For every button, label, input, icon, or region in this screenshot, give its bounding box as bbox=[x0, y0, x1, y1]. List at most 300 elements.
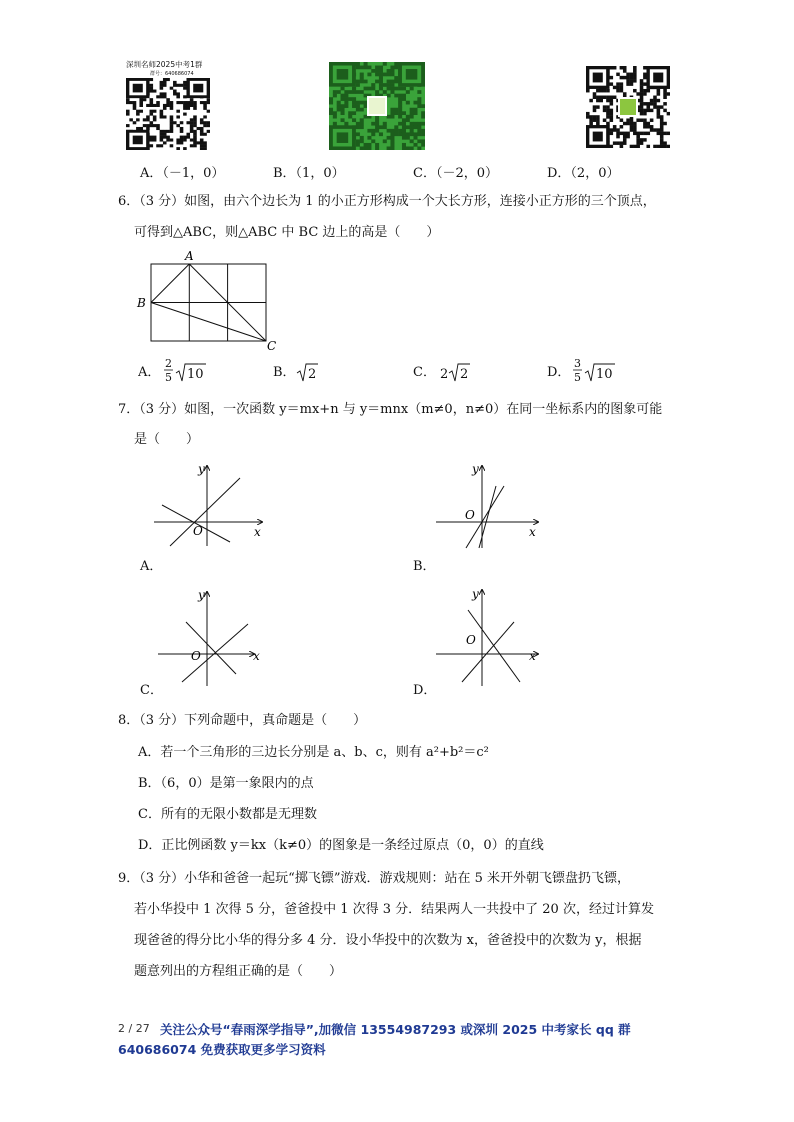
qr-module bbox=[197, 141, 201, 144]
qr-module bbox=[126, 110, 130, 113]
qr-finder bbox=[406, 69, 418, 80]
qr-module bbox=[150, 84, 154, 87]
q5-option-a: A．（－1，0） bbox=[140, 166, 225, 181]
q6-stem-line2: 可得到△ABC，则△ABC 中 BC 边上的高是（ ） bbox=[134, 225, 440, 240]
qr-module bbox=[176, 147, 180, 150]
qr-module bbox=[630, 73, 634, 76]
qr-module bbox=[596, 89, 600, 92]
line-2 bbox=[186, 622, 236, 674]
qr-module bbox=[616, 73, 620, 76]
qr-module bbox=[375, 122, 379, 126]
qr-module bbox=[630, 128, 634, 131]
qr-module bbox=[643, 138, 647, 141]
qr-module bbox=[610, 96, 614, 99]
qr-module bbox=[616, 132, 620, 135]
qr-module bbox=[139, 104, 143, 107]
qr-module bbox=[193, 124, 197, 127]
qr-module bbox=[364, 62, 368, 66]
qr-module bbox=[163, 104, 167, 107]
q6-option-a-label: A． bbox=[138, 365, 161, 380]
qr-module bbox=[394, 80, 398, 84]
qr-module bbox=[360, 118, 364, 122]
qr-module bbox=[410, 115, 414, 119]
qr-module bbox=[379, 69, 383, 73]
qr-module bbox=[387, 146, 391, 150]
qr-module bbox=[646, 105, 650, 108]
qr-module bbox=[176, 124, 180, 127]
qr-module bbox=[650, 125, 654, 128]
qr-module bbox=[633, 79, 637, 82]
qr-module bbox=[337, 90, 341, 94]
qr-module bbox=[633, 132, 637, 135]
qr-module bbox=[193, 130, 197, 133]
qr-module bbox=[367, 87, 371, 91]
qr-module bbox=[360, 122, 364, 126]
qr-module bbox=[394, 125, 398, 129]
q6-option-c-rad: 2 bbox=[460, 367, 469, 382]
qr-module bbox=[356, 80, 360, 84]
qr-module bbox=[610, 99, 614, 102]
footer-line2: 640686074 免费获取更多学习资料 bbox=[118, 1042, 326, 1057]
qr-module bbox=[371, 122, 375, 126]
qr-module bbox=[348, 97, 352, 101]
qr-module bbox=[421, 143, 425, 147]
qr-module bbox=[657, 115, 661, 118]
qr-module bbox=[364, 115, 368, 119]
q6-grid-figure bbox=[134, 246, 284, 356]
qr-module bbox=[160, 92, 164, 95]
qr-module bbox=[643, 125, 647, 128]
qr-module bbox=[646, 122, 650, 125]
q8-option-d: D．正比例函数 y＝kx（k≠0）的图象是一条经过原点（0，0）的直线 bbox=[138, 838, 544, 853]
qr-module bbox=[367, 73, 371, 77]
qr-module bbox=[364, 94, 368, 98]
qr-module bbox=[139, 127, 143, 130]
qr-module bbox=[183, 136, 187, 139]
qr-module bbox=[341, 94, 345, 98]
qr-module bbox=[183, 84, 187, 87]
qr-module bbox=[379, 87, 383, 91]
qr-module bbox=[150, 110, 154, 113]
qr-module bbox=[390, 73, 394, 77]
qr-module bbox=[360, 90, 364, 94]
qr-module bbox=[390, 143, 394, 147]
qr-module bbox=[421, 129, 425, 133]
qr-module bbox=[643, 92, 647, 95]
qr-module bbox=[390, 66, 394, 70]
qr-module bbox=[170, 138, 174, 141]
qr-module bbox=[657, 112, 661, 115]
qr-module bbox=[150, 136, 154, 139]
qr-module bbox=[133, 121, 137, 124]
qr-module bbox=[207, 124, 210, 127]
qr-module bbox=[660, 138, 664, 141]
qr-module bbox=[620, 141, 624, 144]
qr-module bbox=[344, 97, 348, 101]
qr-module bbox=[193, 136, 197, 139]
qr-module bbox=[660, 132, 664, 135]
qr-module bbox=[341, 108, 345, 112]
qr-module bbox=[387, 87, 391, 91]
qr-module bbox=[610, 132, 614, 135]
q6-option-d-num: 3 bbox=[574, 357, 581, 370]
q7-stem-line1: 7．（3 分）如图，一次函数 y＝mx+n 与 y＝mnx（m≠0，n≠0）在同一坐标系内的图象可能 bbox=[118, 402, 663, 417]
q6-option-d-den: 5 bbox=[574, 371, 581, 384]
qr-module bbox=[646, 125, 650, 128]
qr-module bbox=[394, 87, 398, 91]
qr-module bbox=[383, 90, 387, 94]
qr-module bbox=[623, 132, 627, 135]
qr-module bbox=[410, 146, 414, 150]
qr-module bbox=[379, 66, 383, 70]
qr-module bbox=[596, 118, 600, 121]
qr-module bbox=[356, 66, 360, 70]
qr-module bbox=[360, 139, 364, 143]
qr-module bbox=[207, 98, 210, 101]
axis-label-x: x bbox=[253, 649, 260, 663]
qr-module bbox=[180, 141, 184, 144]
qr-module bbox=[375, 125, 379, 129]
qr-module bbox=[207, 121, 210, 124]
qr-module bbox=[643, 82, 647, 85]
qr-module bbox=[417, 125, 421, 129]
qr-module bbox=[166, 130, 170, 133]
qr-module bbox=[398, 129, 402, 133]
qr-module bbox=[643, 132, 647, 135]
qr-module bbox=[610, 82, 614, 85]
qr-module bbox=[410, 132, 414, 136]
qr-module bbox=[643, 76, 647, 79]
qr-module bbox=[586, 112, 590, 115]
qr-module bbox=[636, 138, 640, 141]
qr-module bbox=[146, 115, 150, 118]
qr-module bbox=[421, 122, 425, 126]
qr-module bbox=[173, 121, 177, 124]
qr-module bbox=[643, 118, 647, 121]
qr-module bbox=[176, 101, 180, 104]
qr-module bbox=[613, 96, 617, 99]
qr-module bbox=[197, 127, 201, 130]
qr-module bbox=[200, 101, 204, 104]
qr-module bbox=[133, 101, 137, 104]
qr-module bbox=[643, 89, 647, 92]
qr-module bbox=[402, 97, 406, 101]
axis-label-y: y bbox=[198, 588, 205, 602]
qr-module bbox=[163, 136, 167, 139]
qr-module bbox=[390, 146, 394, 150]
qr-module bbox=[626, 122, 630, 125]
q6-option-a-num: 2 bbox=[165, 357, 172, 370]
qr-module bbox=[337, 108, 341, 112]
qr-module bbox=[603, 105, 607, 108]
qr-module bbox=[626, 135, 630, 138]
qr-module bbox=[413, 136, 417, 140]
qr-module bbox=[352, 101, 356, 105]
qr-module bbox=[126, 124, 130, 127]
qr-module bbox=[390, 139, 394, 143]
qr-module bbox=[348, 111, 352, 115]
qr-module bbox=[160, 84, 164, 87]
qr-module bbox=[153, 90, 157, 93]
qr-module bbox=[364, 80, 368, 84]
qr-module bbox=[180, 130, 184, 133]
qr-module bbox=[203, 147, 207, 150]
qr-module bbox=[163, 81, 167, 84]
qr-module bbox=[402, 87, 406, 91]
qr-module bbox=[406, 101, 410, 105]
qr-module bbox=[413, 111, 417, 115]
qr-module bbox=[186, 104, 190, 107]
qr-module bbox=[375, 66, 379, 70]
qr-module bbox=[360, 136, 364, 140]
qr-module bbox=[150, 124, 154, 127]
qr-module bbox=[596, 99, 600, 102]
qr-module bbox=[657, 128, 661, 131]
qr-module bbox=[341, 97, 345, 101]
qr-module bbox=[176, 115, 180, 118]
qr-module bbox=[163, 95, 167, 98]
qr-module bbox=[160, 138, 164, 141]
qr-module bbox=[402, 118, 406, 122]
qr-module bbox=[329, 111, 333, 115]
q6-option-b-rad: 2 bbox=[308, 367, 317, 382]
qr-module bbox=[200, 147, 204, 150]
qr-module bbox=[599, 96, 603, 99]
qr-module bbox=[589, 99, 593, 102]
qr-module bbox=[640, 79, 644, 82]
qr-module bbox=[176, 141, 180, 144]
qr-module bbox=[160, 95, 164, 98]
qr-module bbox=[653, 99, 657, 102]
qr-finder bbox=[133, 136, 143, 145]
qr-module bbox=[126, 98, 130, 101]
qr-module bbox=[610, 109, 614, 112]
qr-module bbox=[630, 76, 634, 79]
qr-module bbox=[333, 115, 337, 119]
qr-module bbox=[623, 66, 627, 69]
qr-module bbox=[596, 122, 600, 125]
qr-module bbox=[163, 84, 167, 87]
qr-module bbox=[129, 101, 133, 104]
qr-module bbox=[150, 121, 154, 124]
qr-finder bbox=[593, 132, 603, 142]
qr-module bbox=[387, 94, 391, 98]
qr-module bbox=[190, 144, 194, 147]
qr-module bbox=[160, 130, 164, 133]
qr-module bbox=[413, 125, 417, 129]
qr-module bbox=[200, 141, 204, 144]
qr-module bbox=[360, 125, 364, 129]
q8-option-a: A．若一个三角形的三边长分别是 a、b、c，则有 a²+b²＝c² bbox=[138, 745, 489, 760]
qr-module bbox=[364, 104, 368, 108]
qr-module bbox=[163, 107, 167, 110]
qr-module bbox=[406, 118, 410, 122]
qr-module bbox=[623, 135, 627, 138]
qr-logo bbox=[368, 97, 386, 115]
qr-module bbox=[203, 141, 207, 144]
qr-module bbox=[143, 98, 147, 101]
qr-module bbox=[613, 86, 617, 89]
qr-module bbox=[589, 122, 593, 125]
qr-module bbox=[200, 118, 204, 121]
qr-module bbox=[623, 122, 627, 125]
qr-module bbox=[383, 125, 387, 129]
qr-module bbox=[156, 127, 160, 130]
qr-module bbox=[640, 118, 644, 121]
qr-module bbox=[636, 132, 640, 135]
vertex-label-b: B bbox=[137, 296, 146, 310]
qr-module bbox=[186, 136, 190, 139]
qr-module bbox=[643, 102, 647, 105]
qr-module bbox=[173, 92, 177, 95]
qr-module bbox=[344, 122, 348, 126]
qr-module bbox=[173, 90, 177, 93]
qr-module bbox=[650, 128, 654, 131]
qr-module bbox=[630, 145, 634, 148]
qr-module bbox=[341, 87, 345, 91]
q8-option-c: C．所有的无限小数都是无理数 bbox=[138, 807, 317, 822]
qr-module bbox=[375, 69, 379, 73]
q5-option-c: C．（－2，0） bbox=[413, 166, 498, 181]
qr-module bbox=[636, 145, 640, 148]
qr-module bbox=[166, 104, 170, 107]
qr-module bbox=[352, 97, 356, 101]
qr-module bbox=[193, 107, 197, 110]
qr-module bbox=[139, 110, 143, 113]
qr-module bbox=[593, 109, 597, 112]
qr-module bbox=[398, 104, 402, 108]
qr-module bbox=[653, 145, 657, 148]
qr-module bbox=[193, 104, 197, 107]
qr-module bbox=[646, 145, 650, 148]
qr-module bbox=[375, 90, 379, 94]
qr-module bbox=[190, 138, 194, 141]
qr-module bbox=[593, 105, 597, 108]
qr-module bbox=[156, 124, 160, 127]
qr-module bbox=[341, 118, 345, 122]
qr-module bbox=[657, 92, 661, 95]
qr-module bbox=[640, 141, 644, 144]
qr-module bbox=[616, 141, 620, 144]
qr-module bbox=[667, 112, 670, 115]
qr-module bbox=[417, 129, 421, 133]
qr-module bbox=[413, 101, 417, 105]
qr-module bbox=[193, 144, 197, 147]
footer-line1: 关注公众号“春雨深学指导”,加微信 13554987293 或深圳 2025 中考家长 qq 群 bbox=[160, 1022, 631, 1037]
qr-module bbox=[143, 124, 147, 127]
qr-module bbox=[200, 130, 204, 133]
qr-module bbox=[620, 132, 624, 135]
qr-module bbox=[364, 143, 368, 147]
qr-module bbox=[150, 78, 154, 81]
axis-label-x: x bbox=[529, 649, 536, 663]
qr-module bbox=[630, 118, 634, 121]
qr-module bbox=[606, 115, 610, 118]
qr-module bbox=[603, 89, 607, 92]
qr-module bbox=[183, 138, 187, 141]
qr-module bbox=[360, 80, 364, 84]
qr-module bbox=[417, 132, 421, 136]
qr-module bbox=[356, 139, 360, 143]
qr-module bbox=[398, 94, 402, 98]
qr-module bbox=[193, 141, 197, 144]
qr-module bbox=[352, 111, 356, 115]
qr-module bbox=[136, 118, 140, 121]
qr-module bbox=[203, 115, 207, 118]
qr-module bbox=[421, 111, 425, 115]
qr-module bbox=[160, 144, 164, 147]
qr-module bbox=[170, 101, 174, 104]
qr-finder bbox=[653, 73, 663, 83]
qr-module bbox=[410, 111, 414, 115]
qr-module bbox=[640, 112, 644, 115]
qr-module bbox=[364, 146, 368, 150]
qr-module bbox=[360, 73, 364, 77]
qr-module bbox=[402, 143, 406, 147]
qr-module bbox=[606, 105, 610, 108]
qr-module bbox=[663, 132, 667, 135]
qr-module bbox=[176, 138, 180, 141]
qr-module bbox=[364, 66, 368, 70]
qr-module bbox=[660, 115, 664, 118]
qr-module bbox=[150, 138, 154, 141]
qr-module bbox=[623, 69, 627, 72]
qr-module bbox=[352, 104, 356, 108]
qr-module bbox=[166, 136, 170, 139]
qr-module bbox=[390, 80, 394, 84]
page-number: 2 / 27 bbox=[118, 1022, 150, 1035]
qr-module bbox=[636, 118, 640, 121]
qr-module bbox=[183, 104, 187, 107]
qr-module bbox=[636, 141, 640, 144]
qr-caption: 深圳名师2025中考1群 bbox=[126, 60, 203, 69]
qr-module bbox=[360, 66, 364, 70]
qr-module bbox=[183, 113, 187, 116]
qr-module bbox=[375, 143, 379, 147]
qr-module bbox=[156, 144, 160, 147]
qr-module bbox=[375, 80, 379, 84]
qr-module bbox=[163, 133, 167, 136]
qr-module bbox=[387, 129, 391, 133]
qr-module bbox=[180, 138, 184, 141]
qr-module bbox=[596, 96, 600, 99]
qr-module bbox=[633, 125, 637, 128]
qr-module bbox=[603, 109, 607, 112]
qr-module bbox=[657, 109, 661, 112]
qr-module bbox=[390, 90, 394, 94]
qr-module bbox=[589, 118, 593, 121]
qr-module bbox=[398, 108, 402, 112]
qr-module bbox=[379, 73, 383, 77]
qr-module bbox=[153, 104, 157, 107]
qr-module bbox=[136, 110, 140, 113]
qr-module bbox=[150, 113, 154, 116]
qr-module bbox=[146, 127, 150, 130]
qr-module bbox=[183, 107, 187, 110]
qr-module bbox=[190, 121, 194, 124]
qr-module bbox=[390, 115, 394, 119]
qr-module bbox=[667, 92, 670, 95]
qr-module bbox=[663, 102, 667, 105]
qr-module bbox=[650, 99, 654, 102]
qr-module bbox=[333, 122, 337, 126]
qr-module bbox=[379, 83, 383, 87]
q9-stem-line3: 现爸爸的得分比小华的得分多 4 分．设小华投中的次数为 x，爸爸投中的次数为 y，根据 bbox=[134, 933, 642, 948]
origin-label: O bbox=[466, 633, 476, 647]
qr-module bbox=[364, 101, 368, 105]
qr-module bbox=[186, 101, 190, 104]
qr-module bbox=[610, 102, 614, 105]
